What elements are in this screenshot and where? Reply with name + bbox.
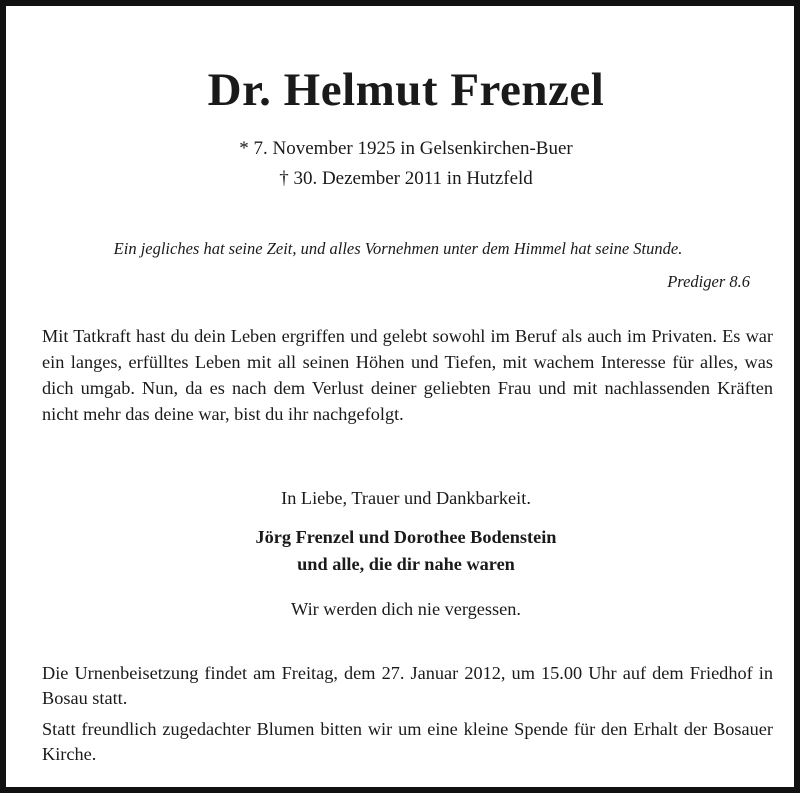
bible-quote: Ein jegliches hat seine Zeit, und alles Vornehmen unter dem Himmel hat seine Stunde. (113, 239, 683, 258)
tribute-paragraph: Mit Tatkraft hast du dein Leben ergriffen und gelebt sowohl im Beruf als auch im Privaten. Es war ein langes, erfülltes Leben mit all seinen Höhen und Tiefen, mit wachem Interesse für alles, was dich umgab. Nun, da es nach dem Verlust deiner geliebten Frau und mit nachlassenden Kräften nicht mehr das deine war, bist du ihr nachgefolgt. (42, 326, 773, 424)
signer-line: und alle, die dir nahe waren (297, 554, 515, 574)
signers (6, 524, 800, 578)
death-line: † 30. Dezember 2011 in Hutzfeld (279, 168, 533, 189)
life-dates (6, 134, 800, 194)
quote-source: Prediger 8.6 (667, 272, 750, 291)
donation-note: Statt freundlich zugedachter Blumen bitten wir um eine kleine Spende für den Erhalt der Bosauer Kirche. (42, 719, 773, 764)
ceremony-info (42, 661, 773, 773)
farewell-line: Wir werden dich nie vergessen. (291, 599, 521, 619)
deceased-name: Dr. Helmut Frenzel (207, 64, 605, 116)
birth-line: * 7. November 1925 in Gelsenkirchen-Buer (239, 138, 573, 159)
signer-line: Jörg Frenzel und Dorothee Bodenstein (255, 527, 557, 547)
ceremony-note: Die Urnenbeisetzung findet am Freitag, dem 27. Januar 2012, um 15.00 Uhr auf dem Friedhof in Bosau statt. (42, 663, 773, 708)
closing-line: In Liebe, Trauer und Dankbarkeit. (281, 488, 531, 508)
